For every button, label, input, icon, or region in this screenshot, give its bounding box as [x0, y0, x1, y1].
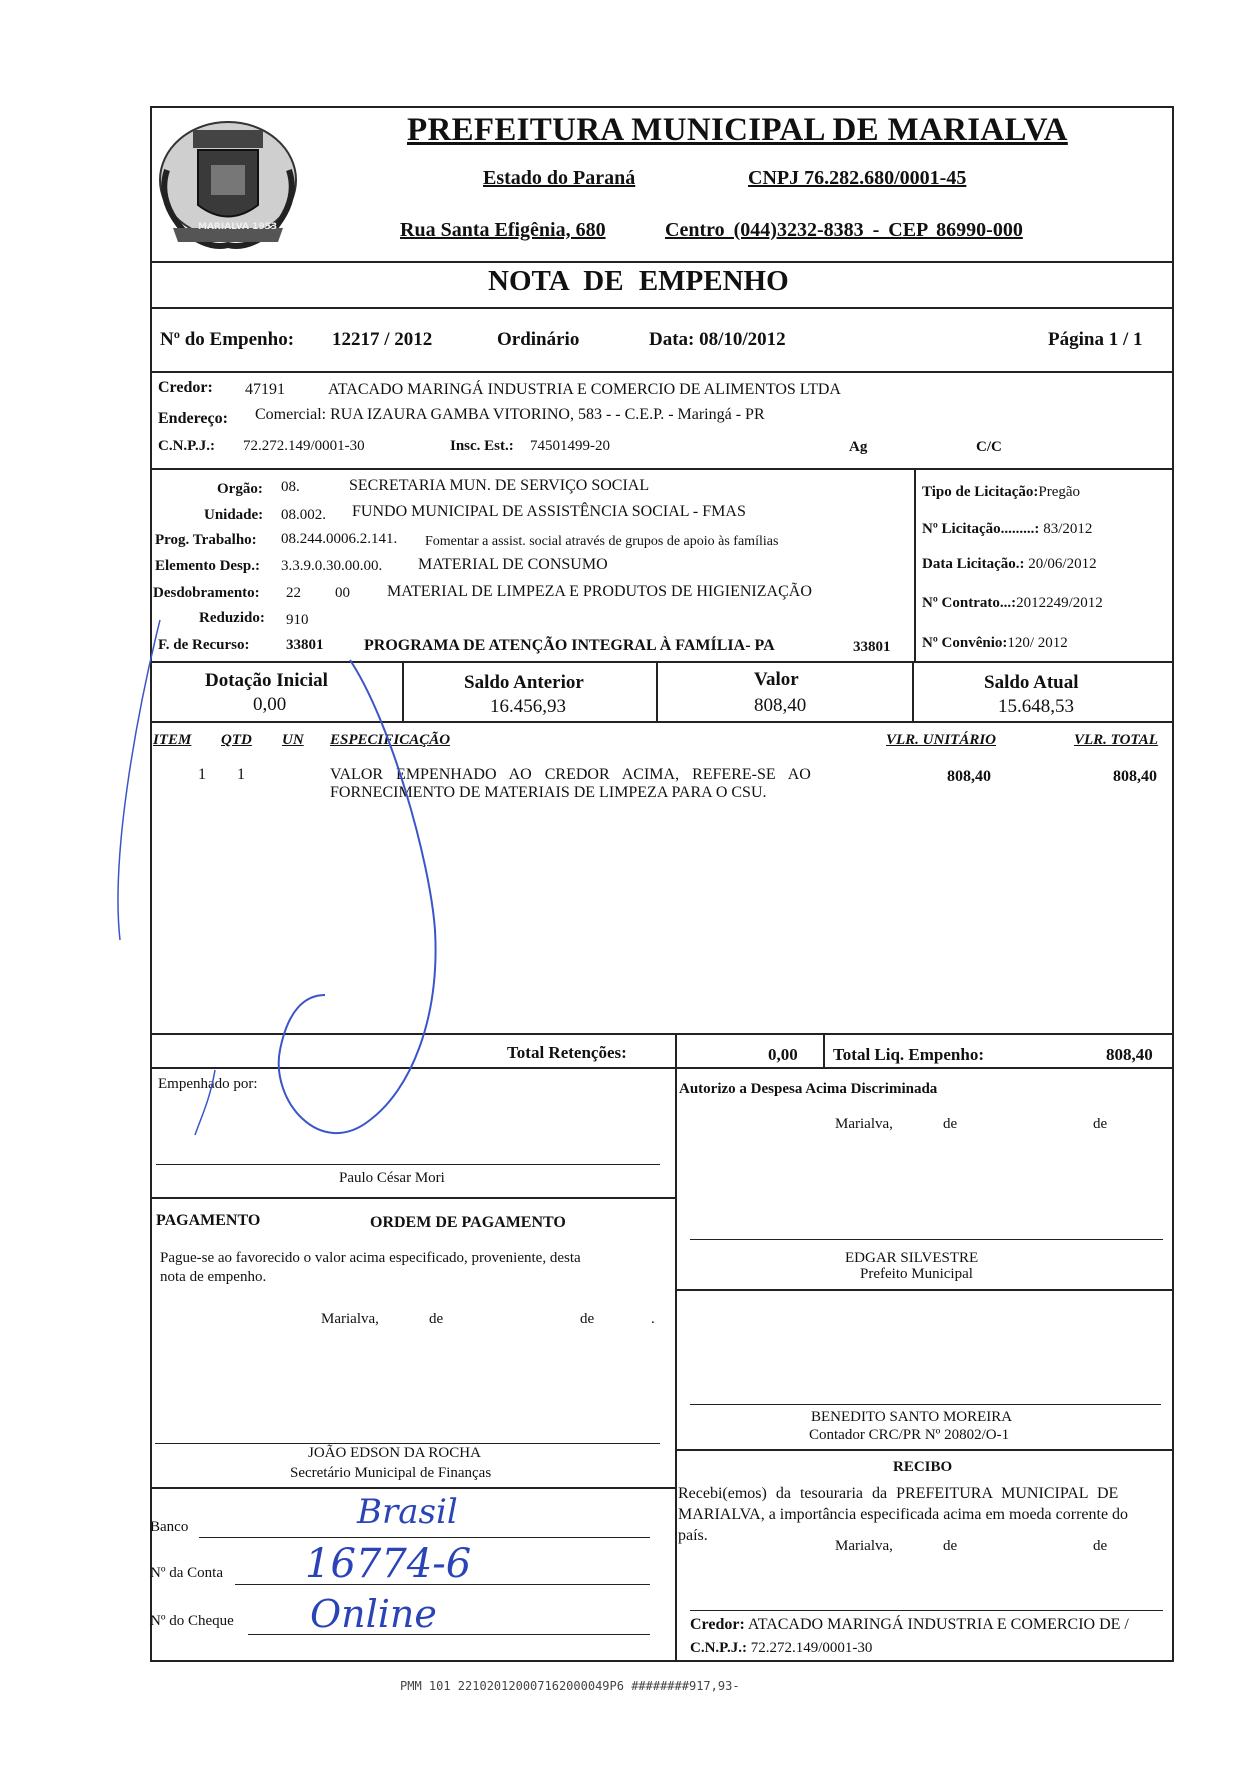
pagamento-period: .: [651, 1311, 655, 1327]
num-contrato: [922, 595, 1103, 612]
num-licitacao: [922, 521, 1092, 538]
insc-value: 74501499-20: [530, 438, 610, 454]
fonte-desc: PROGRAMA DE ATENÇÃO INTEGRAL À FAMÍLIA- PA: [364, 637, 775, 654]
recibo-de-2: de: [1093, 1538, 1108, 1554]
data-licitacao-value: 20/06/2012: [1028, 556, 1097, 572]
cheque-field-line: [248, 1634, 650, 1635]
desdobramento-b: 00: [335, 585, 350, 601]
ordem-pagamento-label: ORDEM DE PAGAMENTO: [370, 1214, 566, 1231]
saldo-atual-value: 15.648,53: [998, 696, 1074, 717]
doc-title: NOTA DE EMPENHO: [488, 265, 789, 297]
data-licitacao: [922, 556, 1097, 573]
saldo-anterior-value: 16.456,93: [490, 696, 566, 717]
recibo-cnpj-value: 72.272.149/0001-30: [750, 1640, 873, 1656]
header-address: Rua Santa Efigênia, 680: [400, 219, 606, 241]
recibo-text-3: país.: [678, 1527, 708, 1544]
contador-role: Contador CRC/PR Nº 20802/O-1: [809, 1427, 1010, 1443]
prefeito-name: EDGAR SILVESTRE: [845, 1250, 979, 1266]
num-convenio-value: 120/ 2012: [1007, 635, 1068, 651]
address-label: Endereço:: [158, 410, 228, 427]
credor-label: Credor:: [158, 379, 213, 396]
dotacao-value: 0,00: [253, 694, 287, 715]
total-liq-value: 808,40: [1106, 1045, 1153, 1064]
municipal-crest: [153, 110, 303, 260]
empenho-type: Ordinário: [497, 329, 580, 350]
credor-code: 47191: [245, 381, 285, 398]
unidade-value: 08.002.: [281, 507, 326, 523]
pagamento-text-1: Pague-se ao favorecido o valor acima especificado, proveniente, desta: [160, 1250, 581, 1266]
empenho-number-label: Nº do Empenho:: [160, 329, 295, 350]
recibo-cnpj: [690, 1640, 872, 1657]
pagamento-de-1: de: [429, 1311, 444, 1327]
total-liq-label: Total Liq. Empenho:: [833, 1045, 984, 1064]
cheque-label: Nº do Cheque: [150, 1613, 234, 1629]
empenho-number: 12217 / 2012: [332, 329, 433, 350]
prog-label: Prog. Trabalho:: [155, 532, 257, 548]
conta-label: Nº da Conta: [150, 1565, 223, 1581]
banco-handwritten: Brasil: [357, 1492, 458, 1532]
row-qtd: 1: [237, 766, 245, 783]
saldo-anterior-label: Saldo Anterior: [464, 672, 584, 693]
prog-desc: Fomentar a assist. social através de grupos de apoio às famílias: [425, 534, 779, 549]
banco-label: Banco: [150, 1519, 189, 1535]
empenho-date: Data: 08/10/2012: [649, 329, 786, 350]
valor-value: 808,40: [754, 695, 807, 716]
recibo-de-1: de: [943, 1538, 958, 1554]
num-convenio: [922, 635, 1068, 652]
col-un: UN: [282, 732, 304, 748]
page-number: Página 1 / 1: [1048, 329, 1143, 350]
ag-label: Ag: [849, 439, 868, 455]
tipo-licitacao-value: Pregão: [1038, 484, 1081, 500]
desdobramento-desc: MATERIAL DE LIMPEZA E PRODUTOS DE HIGIENIZAÇÃO: [387, 583, 812, 600]
col-qtd: QTD: [221, 732, 252, 748]
total-retencoes-label: Total Retenções:: [507, 1043, 627, 1062]
autorizo-place: Marialva,: [835, 1116, 893, 1132]
fonte-code: 33801: [853, 639, 891, 655]
orgao-value: 08.: [281, 479, 300, 495]
col-spec: ESPECIFICAÇÃO: [330, 732, 451, 748]
empenhado-label: Empenhado por:: [158, 1076, 258, 1092]
contador-name: BENEDITO SANTO MOREIRA: [811, 1409, 1013, 1425]
row-spec-line1: VALOR EMPENHADO AO CREDOR ACIMA, REFERE-SE AO: [330, 766, 811, 783]
desdobramento-label: Desdobramento:: [153, 585, 260, 601]
autorizo-de-1: de: [943, 1116, 958, 1132]
crest-banner-text: MARIALVA 1953: [198, 222, 278, 232]
credor-cnpj-label: C.N.P.J.:: [158, 438, 215, 454]
autorizo-de-2: de: [1093, 1116, 1108, 1132]
fonte-value: 33801: [286, 637, 324, 653]
recibo-text-1: Recebi(emos) da tesouraria da PREFEITURA MUNICIPAL DE: [678, 1485, 1119, 1502]
footer-code: PMM 101 221020120007162000049P6 ########917,93-: [400, 1679, 740, 1693]
num-contrato-value: 2012249/2012: [1016, 595, 1103, 611]
orgao-label: Orgão:: [217, 481, 263, 497]
total-retencoes-value: 0,00: [768, 1045, 798, 1064]
num-licitacao-value: 83/2012: [1043, 521, 1093, 537]
recibo-place: Marialva,: [835, 1538, 893, 1554]
header-state: Estado do Paraná: [483, 167, 636, 189]
empenhado-name: Paulo César Mori: [339, 1170, 445, 1186]
recibo-text-2: MARIALVA, a importância especificada acima em moeda corrente do: [678, 1506, 1129, 1523]
tipo-licitacao-label: Tipo de Licitação:: [922, 484, 1039, 500]
unidade-label: Unidade:: [204, 507, 264, 523]
credor-address: Comercial: RUA IZAURA GAMBA VITORINO, 583 - - C.E.P. - Maringá - PR: [255, 406, 765, 423]
desdobramento-a: 22: [286, 585, 301, 601]
elemento-value: 3.3.9.0.30.00.00.: [281, 558, 383, 574]
prog-value: 08.244.0006.2.141.: [281, 531, 398, 547]
credor-cnpj: 72.272.149/0001-30: [243, 438, 365, 454]
col-item: ITEM: [153, 732, 192, 748]
tipo-licitacao: [922, 484, 1080, 501]
pagamento-label: PAGAMENTO: [156, 1212, 261, 1229]
row-item: 1: [198, 766, 206, 783]
fonte-label: F. de Recurso:: [158, 637, 250, 653]
recibo-credor: [690, 1616, 1129, 1634]
col-total-value: VLR. TOTAL: [1074, 732, 1158, 748]
num-contrato-label: Nº Contrato...:: [922, 595, 1017, 611]
signature-rubric: [100, 600, 460, 1160]
saldo-atual-label: Saldo Atual: [984, 672, 1079, 693]
insc-label: Insc. Est.:: [450, 438, 514, 454]
elemento-desc: MATERIAL DE CONSUMO: [418, 556, 608, 573]
unidade-desc: FUNDO MUNICIPAL DE ASSISTÊNCIA SOCIAL - FMAS: [352, 503, 746, 520]
recibo-label: RECIBO: [893, 1459, 953, 1475]
credor-name: ATACADO MARINGÁ INDUSTRIA E COMERCIO DE ALIMENTOS LTDA: [328, 381, 841, 398]
recibo-credor-value: ATACADO MARINGÁ INDUSTRIA E COMERCIO DE /: [747, 1616, 1129, 1633]
autorizo-label: Autorizo a Despesa Acima Discriminada: [679, 1081, 938, 1097]
pagamento-text-2: nota de empenho.: [160, 1269, 267, 1285]
pagamento-place: Marialva,: [321, 1311, 379, 1327]
reduzido-label: Reduzido:: [199, 610, 265, 626]
banco-field-line: [199, 1537, 650, 1538]
cheque-handwritten: Online: [310, 1592, 437, 1636]
row-total-value: 808,40: [1113, 768, 1157, 785]
pagamento-de-2: de: [580, 1311, 595, 1327]
num-convenio-label: Nº Convênio:: [922, 635, 1008, 651]
secretario-name: JOÃO EDSON DA ROCHA: [308, 1445, 481, 1461]
recibo-credor-label: Credor:: [690, 1616, 745, 1633]
data-licitacao-label: Data Licitação.:: [922, 556, 1025, 572]
elemento-label: Elemento Desp.:: [155, 558, 260, 574]
secretario-role: Secretário Municipal de Finanças: [290, 1465, 492, 1481]
reduzido-value: 910: [286, 612, 309, 628]
orgao-desc: SECRETARIA MUN. DE SERVIÇO SOCIAL: [349, 477, 650, 494]
row-spec-line2: FORNECIMENTO DE MATERIAIS DE LIMPEZA PARA O CSU.: [330, 784, 767, 801]
recibo-cnpj-label: C.N.P.J.:: [690, 1640, 747, 1656]
conta-handwritten: 16774-6: [305, 1541, 472, 1587]
prefeito-role: Prefeito Municipal: [860, 1266, 973, 1282]
cc-label: C/C: [976, 439, 1002, 455]
header-title: PREFEITURA MUNICIPAL DE MARIALVA: [407, 112, 1068, 148]
col-unit-value: VLR. UNITÁRIO: [886, 732, 997, 748]
row-unit-value: 808,40: [947, 768, 991, 785]
header-contact: Centro (044)3232-8383 - CEP 86990-000: [665, 219, 1023, 241]
dotacao-label: Dotação Inicial: [205, 670, 328, 691]
header-cnpj: CNPJ 76.282.680/0001-45: [748, 167, 967, 189]
num-licitacao-label: Nº Licitação.........:: [922, 521, 1040, 537]
valor-label: Valor: [754, 669, 799, 690]
